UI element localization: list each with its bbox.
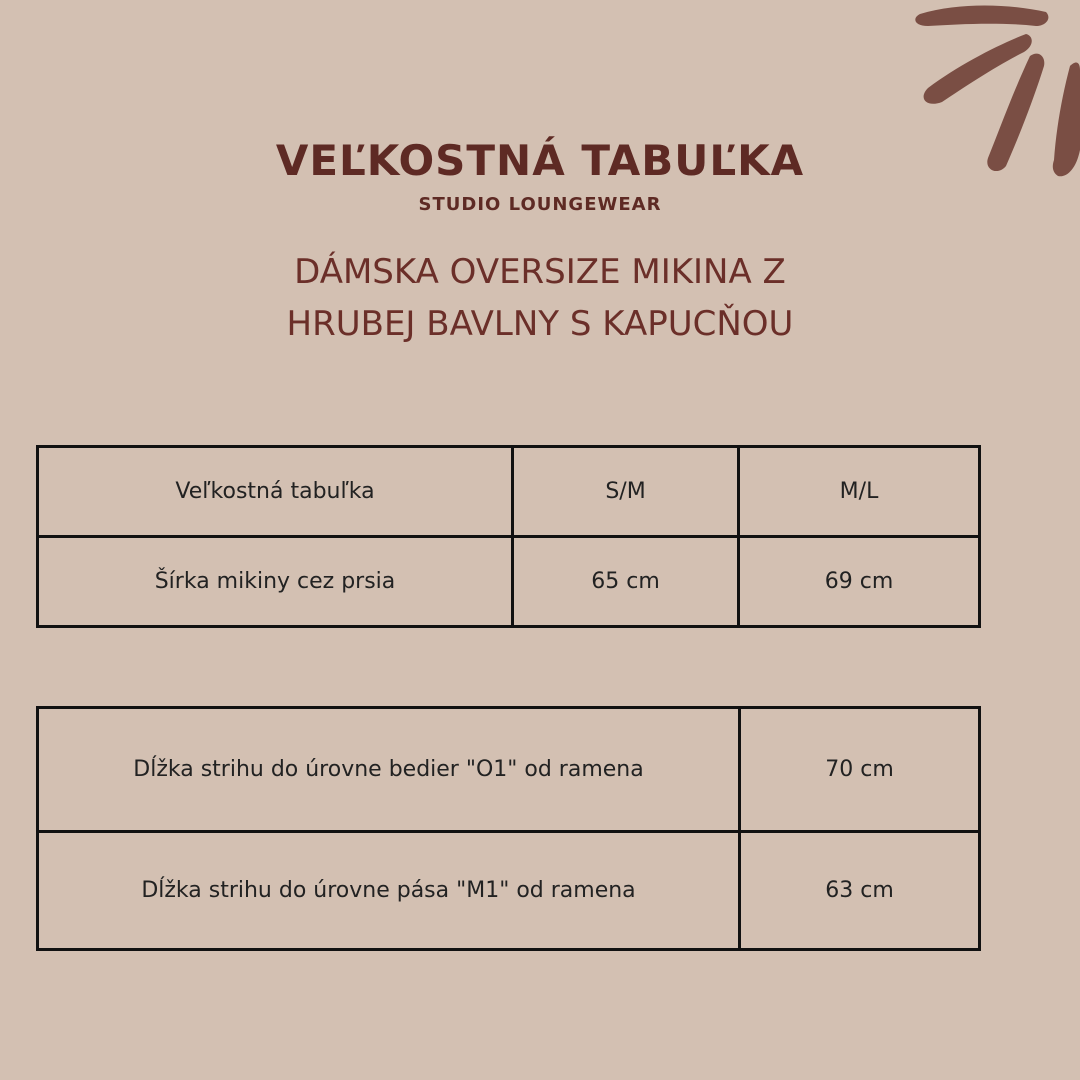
table-cell: Dĺžka strihu do úrovne bedier "O1" od ramena [38, 708, 740, 832]
product-name [0, 246, 1080, 350]
table-header-cell: Veľkostná tabuľka [38, 447, 513, 537]
table-cell: 63 cm [740, 832, 980, 950]
table-row [38, 708, 980, 832]
length-table [36, 706, 981, 951]
table-row [38, 832, 980, 950]
table-header-cell: M/L [739, 447, 980, 537]
table-cell: 65 cm [513, 537, 739, 627]
size-table [36, 445, 981, 628]
page-title: VEĽKOSTNÁ TABUĽKA [275, 136, 805, 185]
table-cell: 70 cm [740, 708, 980, 832]
table-cell: Dĺžka strihu do úrovne pása "M1" od ramena [38, 832, 740, 950]
table-header-row [38, 447, 980, 537]
table-cell: 69 cm [739, 537, 980, 627]
table-header-cell: S/M [513, 447, 739, 537]
table-row [38, 537, 980, 627]
brand-name: STUDIO LOUNGEWEAR [418, 194, 662, 215]
product-name-line-1: DÁMSKA OVERSIZE MIKINA Z [294, 252, 786, 292]
product-name-line-2: HRUBEJ BAVLNY S KAPUCŇOU [286, 304, 794, 344]
table-cell: Šírka mikiny cez prsia [38, 537, 513, 627]
